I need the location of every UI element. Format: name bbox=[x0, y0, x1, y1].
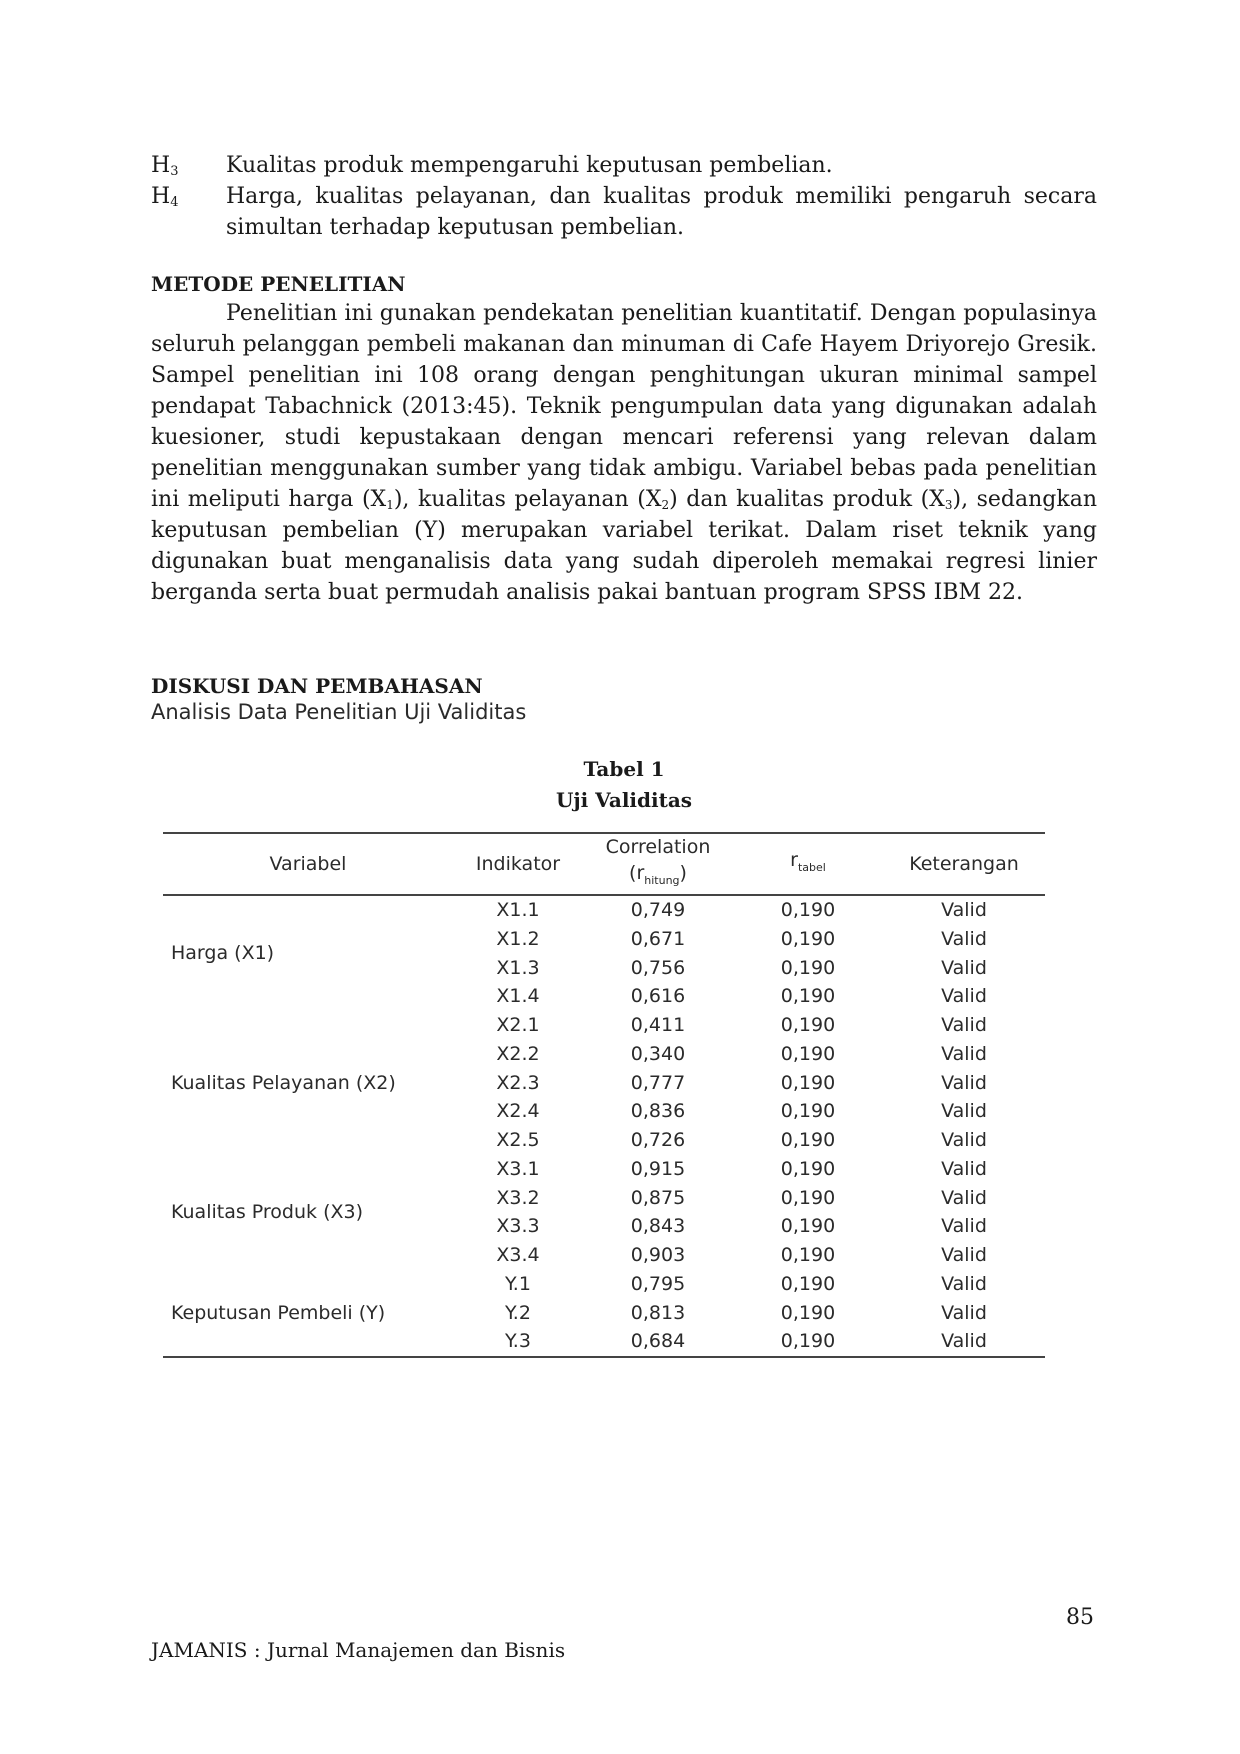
cell-r-tabel: 0,190 bbox=[780, 985, 836, 1008]
cell-r-tabel: 0,190 bbox=[780, 956, 836, 979]
cell-indikator: X3.4 bbox=[496, 1244, 540, 1267]
cell-indikator: X1.4 bbox=[496, 985, 540, 1008]
cell-keterangan: Valid bbox=[941, 1301, 987, 1324]
cell-r-tabel: 0,190 bbox=[780, 1129, 836, 1152]
cell-r-tabel: 0,190 bbox=[780, 1042, 836, 1065]
cell-keterangan: Valid bbox=[941, 1244, 987, 1267]
table-body bbox=[163, 895, 1045, 1357]
cell-indikator: X2.5 bbox=[496, 1129, 540, 1152]
cell-r-tabel: 0,190 bbox=[780, 1186, 836, 1209]
cell-r-tabel: 0,190 bbox=[780, 1157, 836, 1180]
cell-indikator: X3.2 bbox=[496, 1186, 540, 1209]
cell-indikator: X1.2 bbox=[496, 927, 540, 950]
section-heading-metode: METODE PENELITIAN bbox=[151, 272, 406, 296]
cell-variabel: Keputusan Pembeli (Y) bbox=[171, 1301, 386, 1324]
cell-r-hitung: 0,756 bbox=[630, 956, 686, 979]
table-header-row bbox=[163, 833, 1045, 895]
cell-indikator: X3.1 bbox=[496, 1157, 540, 1180]
hypothesis-h4 bbox=[151, 181, 1097, 243]
cell-r-hitung: 0,671 bbox=[630, 927, 686, 950]
cell-r-hitung: 0,726 bbox=[630, 1129, 686, 1152]
validity-table bbox=[163, 832, 1045, 1358]
cell-indikator: X3.3 bbox=[496, 1215, 540, 1238]
cell-keterangan: Valid bbox=[941, 1100, 987, 1123]
cell-r-hitung: 0,795 bbox=[630, 1272, 686, 1295]
cell-keterangan: Valid bbox=[941, 985, 987, 1008]
cell-variabel: Harga (X1) bbox=[171, 942, 275, 965]
cell-r-hitung: 0,875 bbox=[630, 1186, 686, 1209]
cell-r-hitung: 0,777 bbox=[630, 1071, 686, 1094]
cell-keterangan: Valid bbox=[941, 1330, 987, 1353]
cell-r-hitung: 0,411 bbox=[630, 1014, 686, 1037]
cell-keterangan: Valid bbox=[941, 1014, 987, 1037]
page-number: 85 bbox=[1066, 1605, 1094, 1630]
cell-r-hitung: 0,813 bbox=[630, 1301, 686, 1324]
cell-variabel: Kualitas Pelayanan (X2) bbox=[171, 1071, 396, 1094]
cell-r-tabel: 0,190 bbox=[780, 1244, 836, 1267]
header-variabel: Variabel bbox=[269, 852, 347, 875]
metode-paragraph: Penelitian ini gunakan pendekatan penelitian kuantitatif. Dengan populasinya seluruh pelanggan pembeli makanan dan minuman di Cafe Hayem Driyorejo Gresik. Sampel penelitian ini 108 orang dengan penghitungan ukuran minimal sampel pendapat Tabachnick (2013:45). Teknik pengumpulan data yang digunakan adalah kuesioner, studi kepustakaan dengan mencari referensi yang relevan dalam penelitian menggunakan sumber yang tidak ambigu. Variabel bebas pada penelitian ini meliputi harga $(X_1)$, kualitas pelayanan $(X_2)$ dan kualitas produk $(X_3)$, sedangkan keputusan pembelian (Y) merupakan variabel terikat. Dalam riset teknik yang digunakan buat menganalisis data yang sudah diperoleh memakai regresi linier berganda serta buat permudah analisis pakai bantuan program SPSS IBM 22. bbox=[151, 301, 1097, 605]
cell-indikator: X2.3 bbox=[496, 1071, 540, 1094]
cell-r-tabel: 0,190 bbox=[780, 1301, 836, 1324]
hypothesis-label: $H_4$ bbox=[151, 184, 179, 210]
header-correlation bbox=[583, 833, 733, 895]
journal-footer: JAMANIS : Jurnal Manajemen dan Bisnis bbox=[151, 1638, 566, 1662]
cell-keterangan: Valid bbox=[941, 1129, 987, 1152]
header-rtabel: $r_{tabel}$ bbox=[790, 849, 826, 874]
cell-r-tabel: 0,190 bbox=[780, 1014, 836, 1037]
cell-keterangan: Valid bbox=[941, 1215, 987, 1238]
cell-variabel: Kualitas Produk (X3) bbox=[171, 1201, 364, 1224]
cell-keterangan: Valid bbox=[941, 1042, 987, 1065]
cell-keterangan: Valid bbox=[941, 927, 987, 950]
table-row bbox=[163, 1270, 1045, 1299]
cell-r-tabel: 0,190 bbox=[780, 1330, 836, 1353]
cell-indikator: Y.3 bbox=[505, 1330, 531, 1353]
cell-r-tabel: 0,190 bbox=[780, 927, 836, 950]
cell-r-hitung: 0,843 bbox=[630, 1215, 686, 1238]
cell-keterangan: Valid bbox=[941, 899, 987, 922]
hypothesis-h3 bbox=[151, 150, 1097, 181]
validity-table-wrapper bbox=[163, 832, 1045, 1358]
cell-r-tabel: 0,190 bbox=[780, 1272, 836, 1295]
hypothesis-text: Kualitas produk mempengaruhi keputusan pembelian. bbox=[226, 153, 833, 178]
header-correlation-label: Correlation bbox=[605, 836, 711, 858]
cell-indikator: Y.2 bbox=[505, 1301, 531, 1324]
table-caption-title: Uji Validitas bbox=[555, 788, 693, 812]
header-indikator: Indikator bbox=[475, 852, 561, 875]
section-heading-diskusi: DISKUSI DAN PEMBAHASAN bbox=[151, 674, 483, 698]
cell-indikator: X2.1 bbox=[496, 1014, 540, 1037]
subsection-heading: Analisis Data Penelitian Uji Validitas bbox=[151, 700, 527, 724]
table-row bbox=[163, 1155, 1045, 1184]
cell-r-hitung: 0,915 bbox=[630, 1157, 686, 1180]
cell-keterangan: Valid bbox=[941, 1071, 987, 1094]
cell-keterangan: Valid bbox=[941, 1157, 987, 1180]
hypothesis-text: Harga, kualitas pelayanan, dan kualitas produk memiliki pengaruh secara simultan terhadap keputusan pembelian. bbox=[226, 184, 1097, 240]
cell-r-hitung: 0,836 bbox=[630, 1100, 686, 1123]
cell-r-hitung: 0,903 bbox=[630, 1244, 686, 1267]
cell-r-hitung: 0,340 bbox=[630, 1042, 686, 1065]
header-rhitung-label: $(r_{hitung})$ bbox=[629, 862, 687, 887]
cell-r-tabel: 0,190 bbox=[780, 1100, 836, 1123]
table-row bbox=[163, 895, 1045, 925]
cell-indikator: Y.1 bbox=[505, 1272, 531, 1295]
cell-r-tabel: 0,190 bbox=[780, 1071, 836, 1094]
cell-r-tabel: 0,190 bbox=[780, 899, 836, 922]
cell-keterangan: Valid bbox=[941, 1186, 987, 1209]
cell-r-hitung: 0,749 bbox=[630, 899, 686, 922]
table-row bbox=[163, 1011, 1045, 1040]
table-caption-number: Tabel 1 bbox=[583, 757, 665, 781]
cell-indikator: X2.2 bbox=[496, 1042, 540, 1065]
cell-r-tabel: 0,190 bbox=[780, 1215, 836, 1238]
header-keterangan: Keterangan bbox=[909, 852, 1019, 875]
cell-r-hitung: 0,684 bbox=[630, 1330, 686, 1353]
hypothesis-label: $H_3$ bbox=[151, 153, 179, 179]
cell-indikator: X1.1 bbox=[496, 899, 540, 922]
cell-indikator: X2.4 bbox=[496, 1100, 540, 1123]
cell-indikator: X1.3 bbox=[496, 956, 540, 979]
cell-keterangan: Valid bbox=[941, 1272, 987, 1295]
cell-keterangan: Valid bbox=[941, 956, 987, 979]
cell-r-hitung: 0,616 bbox=[630, 985, 686, 1008]
